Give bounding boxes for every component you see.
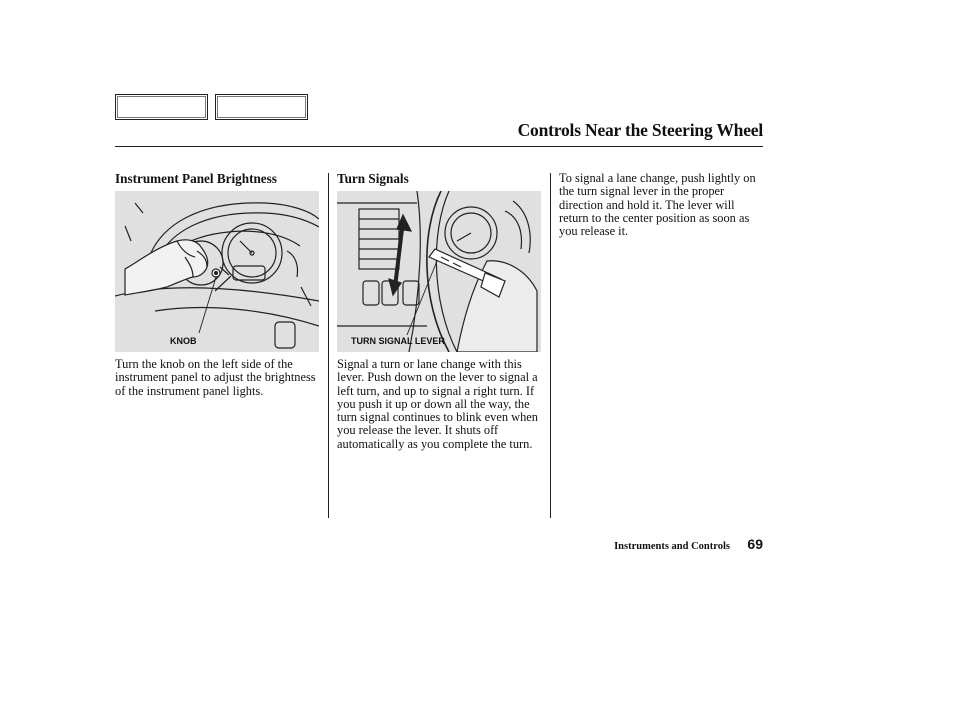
paragraph-turn-signals: Signal a turn or lane change with this lever. Push down on the lever to signal a left turn, and up to signal a right turn. If you push it up or down all the way, the turn signal continues to blink even when you release the lever. It shuts off automatically as you complete the turn. (337, 357, 538, 451)
paragraph-instrument-panel-brightness: Turn the knob on the left side of the instrument panel to adjust the brightness of the instrument panel lights. (115, 357, 316, 398)
section-heading-instrument-panel-brightness: Instrument Panel Brightness (115, 171, 277, 186)
title-divider (115, 146, 763, 147)
chapter-tab-box (115, 94, 208, 120)
page-number: 69 (747, 536, 763, 552)
turn-signal-lever-illustration (337, 191, 541, 352)
footer-section-name: Instruments and Controls (614, 541, 730, 552)
column-divider (328, 173, 329, 518)
column-divider (550, 173, 551, 518)
chapter-tab-box (215, 94, 308, 120)
figure-caption-turn-signal-lever: TURN SIGNAL LEVER (351, 336, 445, 346)
section-heading-turn-signals: Turn Signals (337, 171, 409, 186)
paragraph-lane-change: To signal a lane change, push lightly on the turn signal lever in the proper direction and hold it. The lever will return to the center position as soon as you release it. (559, 171, 756, 239)
knob-illustration (115, 191, 319, 352)
page-title: Controls Near the Steering Wheel (517, 120, 763, 140)
figure-caption-knob: KNOB (170, 336, 197, 346)
